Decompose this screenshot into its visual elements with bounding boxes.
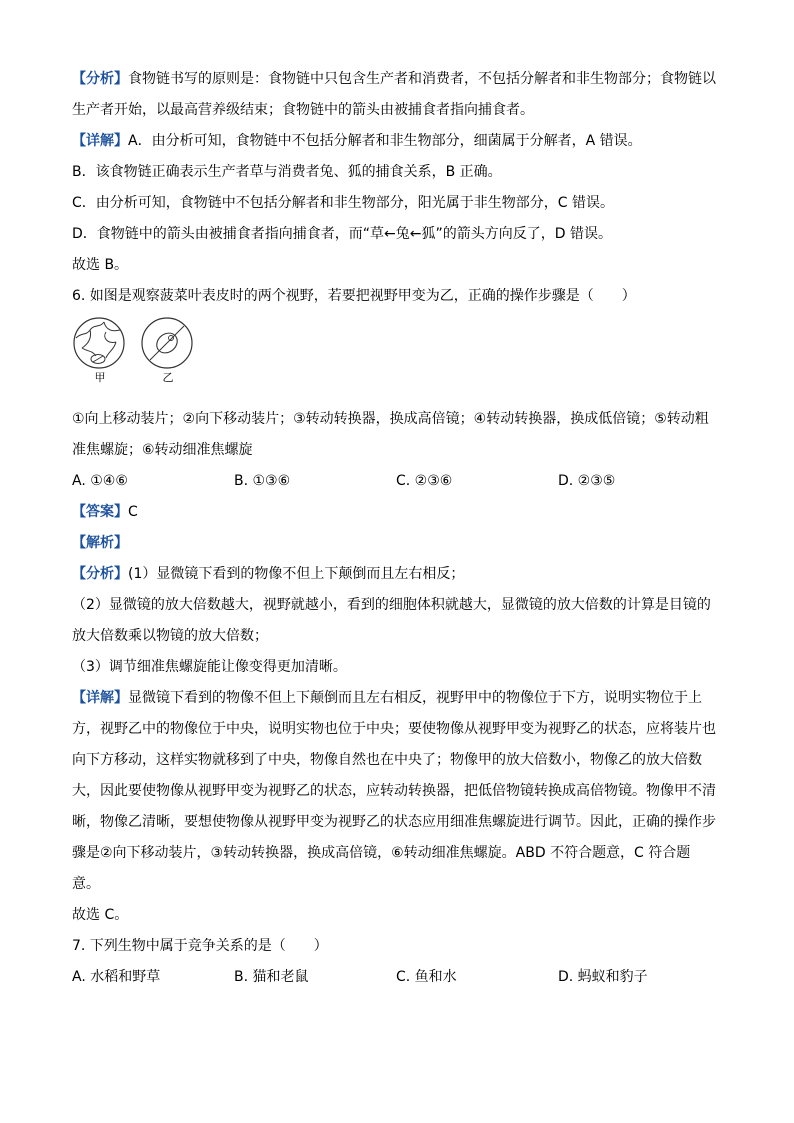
q5-detail-line-d: D．食物链中的箭头由被捕食者指向捕食者，而“草←兔←狐”的箭头方向反了，D 错误。 [72, 226, 612, 242]
q7-option-d: D. 蚂蚁和豹子 [558, 969, 648, 985]
q6-analysis-line-1: 【分析】(1）显微镜下看到的物像不但上下颠倒而且左右相反； [72, 566, 465, 582]
q6-detail-line-1: 【详解】显微镜下看到的物像不但上下颠倒而且左右相反，视野甲中的物像位于下方，说明实物位于上 [72, 690, 702, 706]
detail-tag: 【详解】 [72, 133, 128, 149]
field-yi-label: 乙 [162, 371, 174, 384]
q6-option-c: C. ②③⑥ [396, 473, 453, 489]
q6-option-d: D. ②③⑤ [558, 473, 616, 489]
q5-detail-line-a: 【详解】A．由分析可知，食物链中不包括分解者和非生物部分，细菌属于分解者，A 错误。 [72, 133, 642, 149]
q7-option-c: C. 鱼和水 [396, 969, 457, 985]
q6-detail-line-2: 方，视野乙中的物像位于中央，说明实物也位于中央；要使物像从视野甲变为视野乙的状态，应将装片也 [72, 721, 716, 737]
q6-detail-line-4: 大，因此要使物像从视野甲变为视野乙的状态，应转动转换器，把低倍物镜转换成高倍物镜。物像甲不清 [72, 783, 716, 799]
q6-stem: 6. 如图是观察菠菜叶表皮时的两个视野，若要把视野甲变为乙，正确的操作步骤是（ ） [72, 288, 636, 304]
analysis-tag: 【分析】 [72, 566, 128, 582]
field-jia [72, 316, 128, 386]
q6-analysis-header: 【解析】 [72, 535, 128, 551]
q5-analysis-line-1: 【分析】食物链书写的原则是：食物链中只包含生产者和消费者，不包括分解者和非生物部分；食物链以 [72, 71, 716, 87]
q5-analysis-line-2: 生产者开始，以最高营养级结束；食物链中的箭头由被捕食者指向捕食者。 [72, 102, 534, 118]
q6-steps-line-1: ①向上移动装片；②向下移动装片；③转动转换器，换成高倍镜；④转动转换器，换成低倍镜；⑤转动粗 [72, 411, 709, 427]
document-page [72, 64, 722, 993]
q6-analysis-line-4: （3）调节细准焦螺旋能让像变得更加清晰。 [72, 659, 347, 675]
q6-detail-line-3: 向下方移动，这样实物就移到了中央，物像自然也在中央了；物像甲的放大倍数小，物像乙的放大倍数 [72, 752, 702, 768]
answer-value: C [128, 504, 138, 520]
q6-answer [72, 497, 722, 528]
q6-option-b: B. ①③⑥ [234, 473, 291, 489]
q7-options [72, 962, 722, 993]
q6-options [72, 466, 722, 497]
q6-detail-line-6: 骤是②向下移动装片，③转动转换器，换成高倍镜，⑥转动细准焦螺旋。ABD 不符合题意，C 符合题 [72, 845, 691, 861]
field-jia-label: 甲 [94, 371, 106, 384]
q5-detail-line-c: C．由分析可知，食物链中不包括分解者和非生物部分，阳光属于非生物部分，C 错误。 [72, 195, 614, 211]
q5-detail-line-b: B．该食物链正确表示生产者草与消费者兔、狐的捕食关系，B 正确。 [72, 164, 502, 180]
field-yi [140, 316, 196, 386]
q6-detail-line-5: 晰，物像乙清晰，要想使物像从视野甲变为视野乙的状态应用细准焦螺旋进行调节。因此，正确的操作步 [72, 814, 716, 830]
q5-conclusion: 故选 B。 [72, 257, 129, 273]
q7-option-b: B. 猫和老鼠 [234, 969, 309, 985]
q6-option-a: A. ①④⑥ [72, 473, 128, 489]
answer-tag: 【答案】 [72, 504, 128, 520]
q6-conclusion: 故选 C。 [72, 907, 129, 923]
q7-option-a: A. 水稻和野草 [72, 969, 161, 985]
q6-detail-line-7: 意。 [72, 876, 100, 892]
q6-figure [72, 316, 722, 396]
detail-tag: 【详解】 [72, 690, 128, 706]
q6-analysis-line-2: （2）显微镜的放大倍数越大，视野就越小，看到的细胞体积就越大，显微镜的放大倍数的计算是目镜的 [72, 597, 711, 613]
q6-analysis-line-3: 放大倍数乘以物镜的放大倍数； [72, 628, 268, 644]
microscope-field-jia-icon [72, 316, 126, 370]
microscope-field-yi-icon [140, 316, 194, 370]
q7-stem: 7. 下列生物中属于竞争关系的是（ ） [72, 938, 328, 954]
q6-steps-line-2: 准焦螺旋；⑥转动细准焦螺旋 [72, 442, 253, 458]
analysis-tag: 【分析】 [72, 71, 128, 87]
